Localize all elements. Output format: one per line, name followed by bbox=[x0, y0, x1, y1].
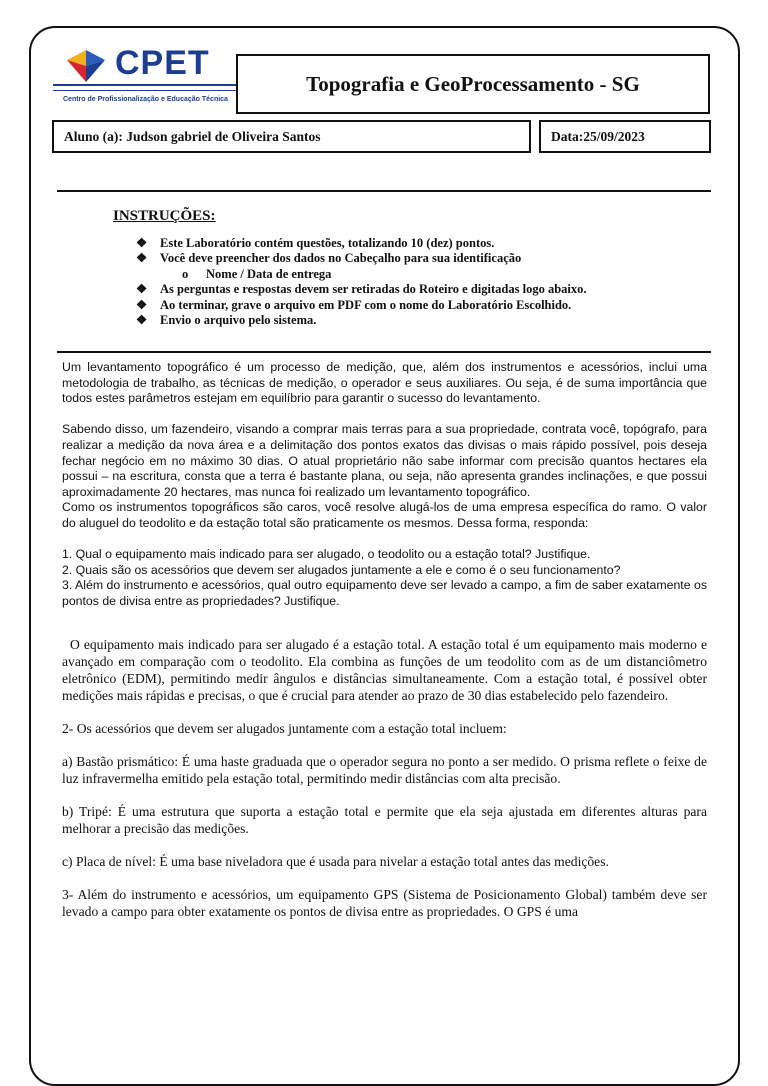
document-title: Topografia e GeoProcessamento - SG bbox=[236, 54, 710, 114]
answer-paragraph: O equipamento mais indicado para ser alugado é a estação total. A estação total é um equipamento mais moderno e avançado em comparação com o teodolito. Ela combina as funções de um teodolito com as de um distanciômetro eletrônico (EDM), permitindo medir ângulos e distâncias simultaneamente. Com a estação total, é possível obter medições mais rápidas e precisas, o que é crucial para atender ao prazo de 30 dias estabelecido pelo fazendeiro. bbox=[62, 637, 707, 703]
question-2: 2. Quais são os acessórios que devem ser alugados juntamente a ele e como é o seu funcionamento? bbox=[62, 562, 621, 577]
diamond-bullet-icon: ❖ bbox=[136, 251, 148, 266]
problem-statement bbox=[62, 360, 707, 610]
answer-paragraph: 2- Os acessórios que devem ser alugados juntamente com a estação total incluem: bbox=[62, 721, 507, 736]
circle-bullet-icon: o bbox=[182, 266, 189, 281]
diamond-bullet-icon: ❖ bbox=[136, 313, 148, 328]
diamond-bullet-icon: ❖ bbox=[136, 282, 148, 297]
logo-divider bbox=[53, 84, 236, 86]
diamond-bullet-icon: ❖ bbox=[136, 297, 148, 312]
list-item: ❖ Este Laboratório contém questões, totalizando 10 (dez) pontos. bbox=[136, 236, 495, 250]
question-3: 3. Além do instrumento e acessórios, qual outro equipamento deve ser levado a campo, a fim de saber exatamente os pontos de divisa entre as propriedades? Justifique. bbox=[62, 578, 707, 608]
answer-section bbox=[62, 636, 707, 936]
list-item: ❖ As perguntas e respostas devem ser retiradas do Roteiro e digitadas logo abaixo. bbox=[136, 282, 587, 297]
logo-subtitle: Centro de Profissionalização e Educação Técnica bbox=[63, 96, 228, 103]
diamond-bullet-icon: ❖ bbox=[136, 236, 148, 250]
answer-paragraph: c) Placa de nível: É uma base niveladora que é usada para nivelar a estação total antes das medições. bbox=[62, 854, 609, 869]
logo-mark-icon bbox=[65, 48, 107, 84]
answer-paragraph: 3- Além do instrumento e acessórios, um equipamento GPS (Sistema de Posicionamento Global) também deve ser levado a campo para obter exatamente os pontos de divisa entre as propriedades. O GPS é uma bbox=[62, 887, 707, 919]
intro-paragraph: Como os instrumentos topográficos são caros, você resolve alugá-los de uma empresa específica do ramo. O valor do aluguel do teodolito e da estação total são praticamente os mesmos. Dessa forma, responda: bbox=[62, 500, 707, 530]
list-item: ❖ Envio o arquivo pelo sistema. bbox=[136, 313, 317, 328]
intro-paragraph: Um levantamento topográfico é um processo de medição, que, além dos instrumentos e acessórios, inclui uma metodologia de trabalho, as técnicas de medição, o operador e seus auxiliares. Ou seja, é de suma importância que todos estes parâmetros estejam em equilíbrio para garantir o sucesso do levantamento. bbox=[62, 360, 707, 406]
logo-text: CPET bbox=[115, 44, 210, 82]
question-1: 1. Qual o equipamento mais indicado para ser alugado, o teodolito ou a estação total? Justifique. bbox=[62, 547, 591, 562]
answer-paragraph: b) Tripé: É uma estrutura que suporta a estação total e permite que ela seja ajustada em diferentes alturas para melhorar a precisão das medições. bbox=[62, 804, 707, 836]
answer-paragraph: a) Bastão prismático: É uma haste graduada que o operador segura no ponto a ser medido. O prisma reflete o feixe de luz infravermelha emitido pela estação total, permitindo medir distâncias com alta precisão. bbox=[62, 754, 707, 786]
list-item: ❖ Ao terminar, grave o arquivo em PDF com o nome do Laboratório Escolhido. bbox=[136, 297, 572, 312]
list-item: ❖ Você deve preencher dos dados no Cabeçalho para sua identificação bbox=[136, 251, 522, 266]
date-field: Data:25/09/2023 bbox=[539, 120, 711, 153]
intro-paragraph: Sabendo disso, um fazendeiro, visando a comprar mais terras para a sua propriedade, contrata você, topógrafo, para realizar a medição da nova área e a delimitação dos pontos exatos das divisas o mais rápido possível, pois deseja fechar negócio em no máximo 30 dias. O atual proprietário não sabe informar com precisão quantos hectares ela possui – na escritura, consta que a terra é bastante plana, ou seja, não apresenta grandes inclinações, e que possui aproximadamente 20 hectares, mas nunca foi realizado um levantamento topográfico. bbox=[62, 422, 707, 499]
list-item: o Nome / Data de entrega bbox=[182, 266, 332, 281]
student-name-field: Aluno (a): Judson gabriel de Oliveira Santos bbox=[52, 120, 531, 153]
section-divider bbox=[57, 351, 711, 353]
logo-divider-thin bbox=[53, 90, 236, 91]
top-divider bbox=[57, 190, 711, 192]
instructions-heading: INSTRUÇÕES: bbox=[113, 208, 216, 224]
cpet-logo bbox=[53, 44, 238, 114]
instructions-list bbox=[136, 236, 587, 328]
